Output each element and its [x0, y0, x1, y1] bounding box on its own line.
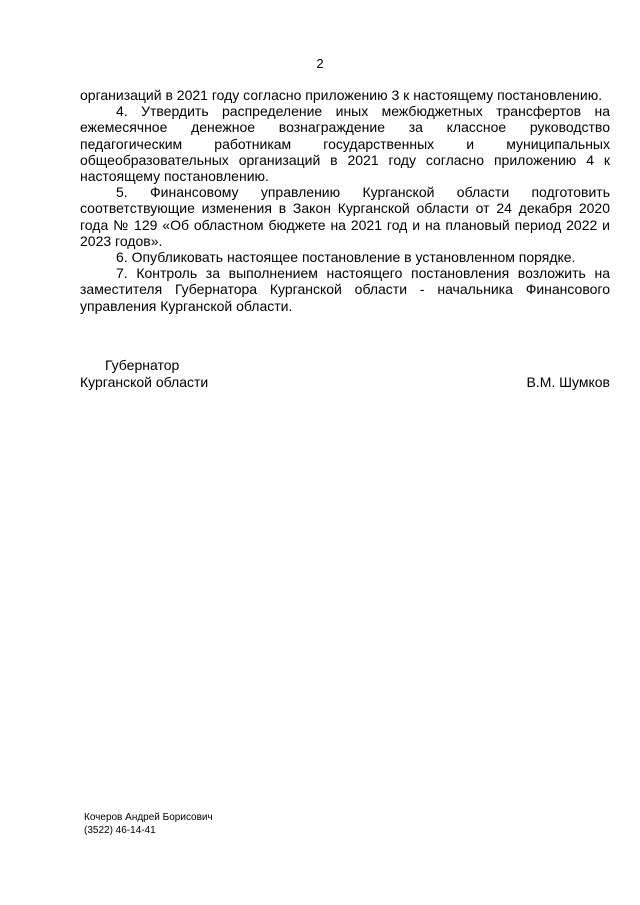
signatory-name: В.М. Шумков: [526, 373, 610, 390]
paragraph-item-6: 6. Опубликовать настоящее постановление в установленном порядке.: [116, 249, 576, 266]
executor-phone: (3522) 46-14-41: [84, 825, 156, 836]
page-number: 2: [316, 56, 324, 71]
paragraph-item-7: 7. Контроль за выполнением настоящего постановления возложить на заместителя Губернатора Курганской области - начальника Финансового управления Курганской области.: [80, 265, 610, 314]
paragraph-item-5: 5. Финансовому управлению Курганской области подготовить соответствующие изменения в Закон Курганской области от 24 декабря 2020 года № 129 «Об областном бюджете на 2021 год и на плановый период 2022 и 2023 годов».: [80, 184, 610, 249]
signature-block: [80, 357, 610, 390]
executor-contact: [84, 811, 213, 837]
signatory-title-line1: Губернатор: [105, 357, 180, 373]
signatory-title-line2: Курганской области: [80, 373, 209, 390]
resolution-body: [80, 87, 610, 314]
paragraph-item-4: 4. Утвердить распределение иных межбюджетных трансфертов на ежемесячное денежное вознаграждение за классное руководство педагогическим работникам государственных и муниципальных общеобразовательных организаций в 2021 году согласно приложению 4 к настоящему постановлению.: [80, 103, 610, 185]
paragraph-continuation: организаций в 2021 году согласно приложению 3 к настоящему постановлению.: [80, 87, 603, 103]
executor-name: Кочеров Андрей Борисович: [84, 812, 213, 823]
